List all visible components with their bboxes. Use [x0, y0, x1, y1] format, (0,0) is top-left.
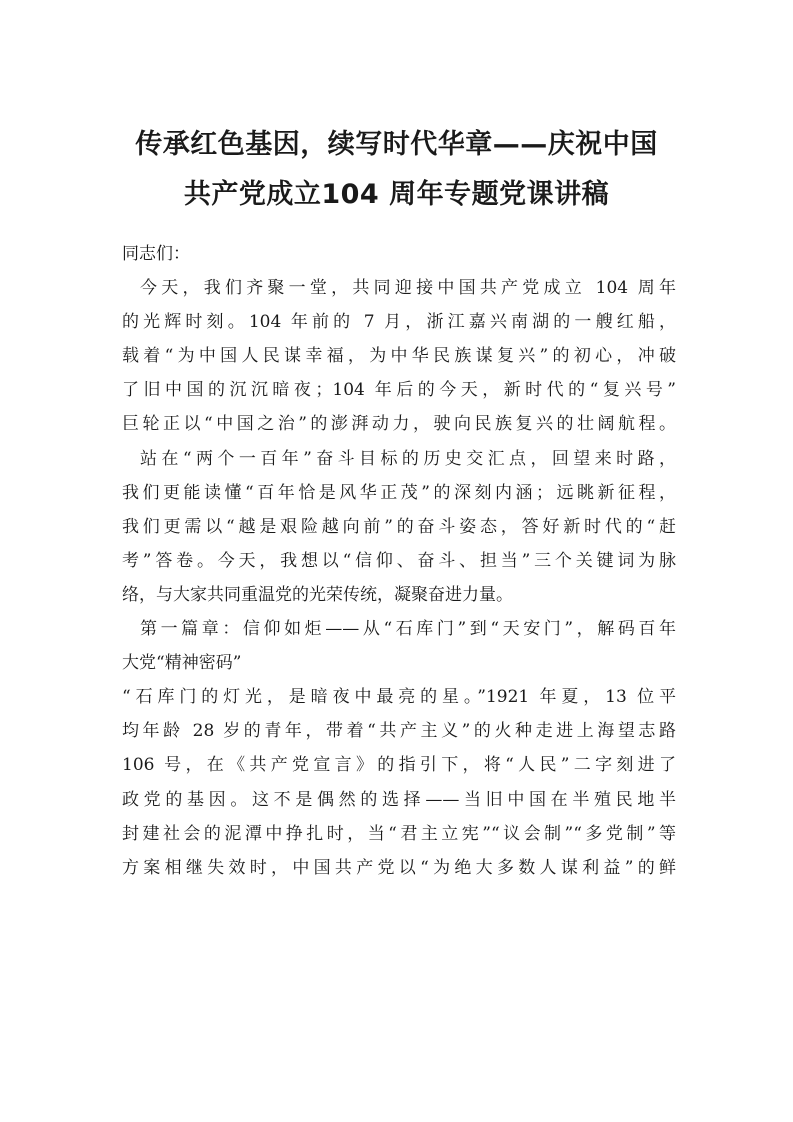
body-line: 考”答卷。今天，我想以“信仰、奋斗、担当”三个关键词为脉 — [122, 550, 676, 571]
body-line: 第一篇章：信仰如炬——从“石库门”到“天安门”，解码百年 — [140, 619, 676, 640]
body-line: 络，与大家共同重温党的光荣传统，凝聚奋进力量。 — [122, 584, 513, 605]
body-line: “石库门的灯光，是暗夜中最亮的星。”1921 年夏，13 位平 — [122, 687, 676, 708]
body-line: 方案相继失效时，中国共产党以“为绝大多数人谋利益”的鲜 — [122, 857, 676, 878]
body-line: 巨轮正以“中国之治”的澎湃动力，驶向民族复兴的壮阔航程。 — [122, 414, 676, 435]
document-body — [122, 237, 676, 885]
body-line: 载着“为中国人民谋幸福，为中华民族谋复兴”的初心，冲破 — [122, 346, 676, 367]
body-line: 大党“精神密码” — [122, 653, 242, 674]
title-line-2: 共产党成立104 周年专题党课讲稿 — [183, 179, 610, 210]
body-line: 政党的基因。这不是偶然的选择——当旧中国在半殖民地半 — [122, 789, 676, 810]
title-line-1: 传承红色基因，续写时代华章——庆祝中国 — [135, 129, 658, 160]
body-line: 站在“两个一百年”奋斗目标的历史交汇点，回望来时路， — [140, 448, 676, 469]
body-line: 106 号，在《共产党宣言》的指引下，将“人民”二字刻进了 — [122, 755, 676, 776]
body-line: 封建社会的泥潭中挣扎时，当“君主立宪”“议会制”“多党制”等 — [122, 823, 676, 844]
body-line: 我们更需以“越是艰险越向前”的奋斗姿态，答好新时代的“赶 — [122, 516, 676, 537]
body-line: 同志们： — [122, 244, 190, 264]
document-title — [110, 120, 683, 220]
body-line: 了旧中国的沉沉暗夜；104 年后的今天，新时代的“复兴号” — [122, 380, 676, 401]
body-line: 均年龄 28 岁的青年，带着“共产主义”的火种走进上海望志路 — [122, 721, 676, 742]
body-line: 的光辉时刻。104 年前的 7 月，浙江嘉兴南湖的一艘红船， — [122, 312, 676, 333]
body-line: 今天，我们齐聚一堂，共同迎接中国共产党成立 104 周年 — [140, 278, 676, 299]
body-line: 我们更能读懂“百年恰是风华正茂”的深刻内涵；远眺新征程， — [122, 482, 676, 503]
